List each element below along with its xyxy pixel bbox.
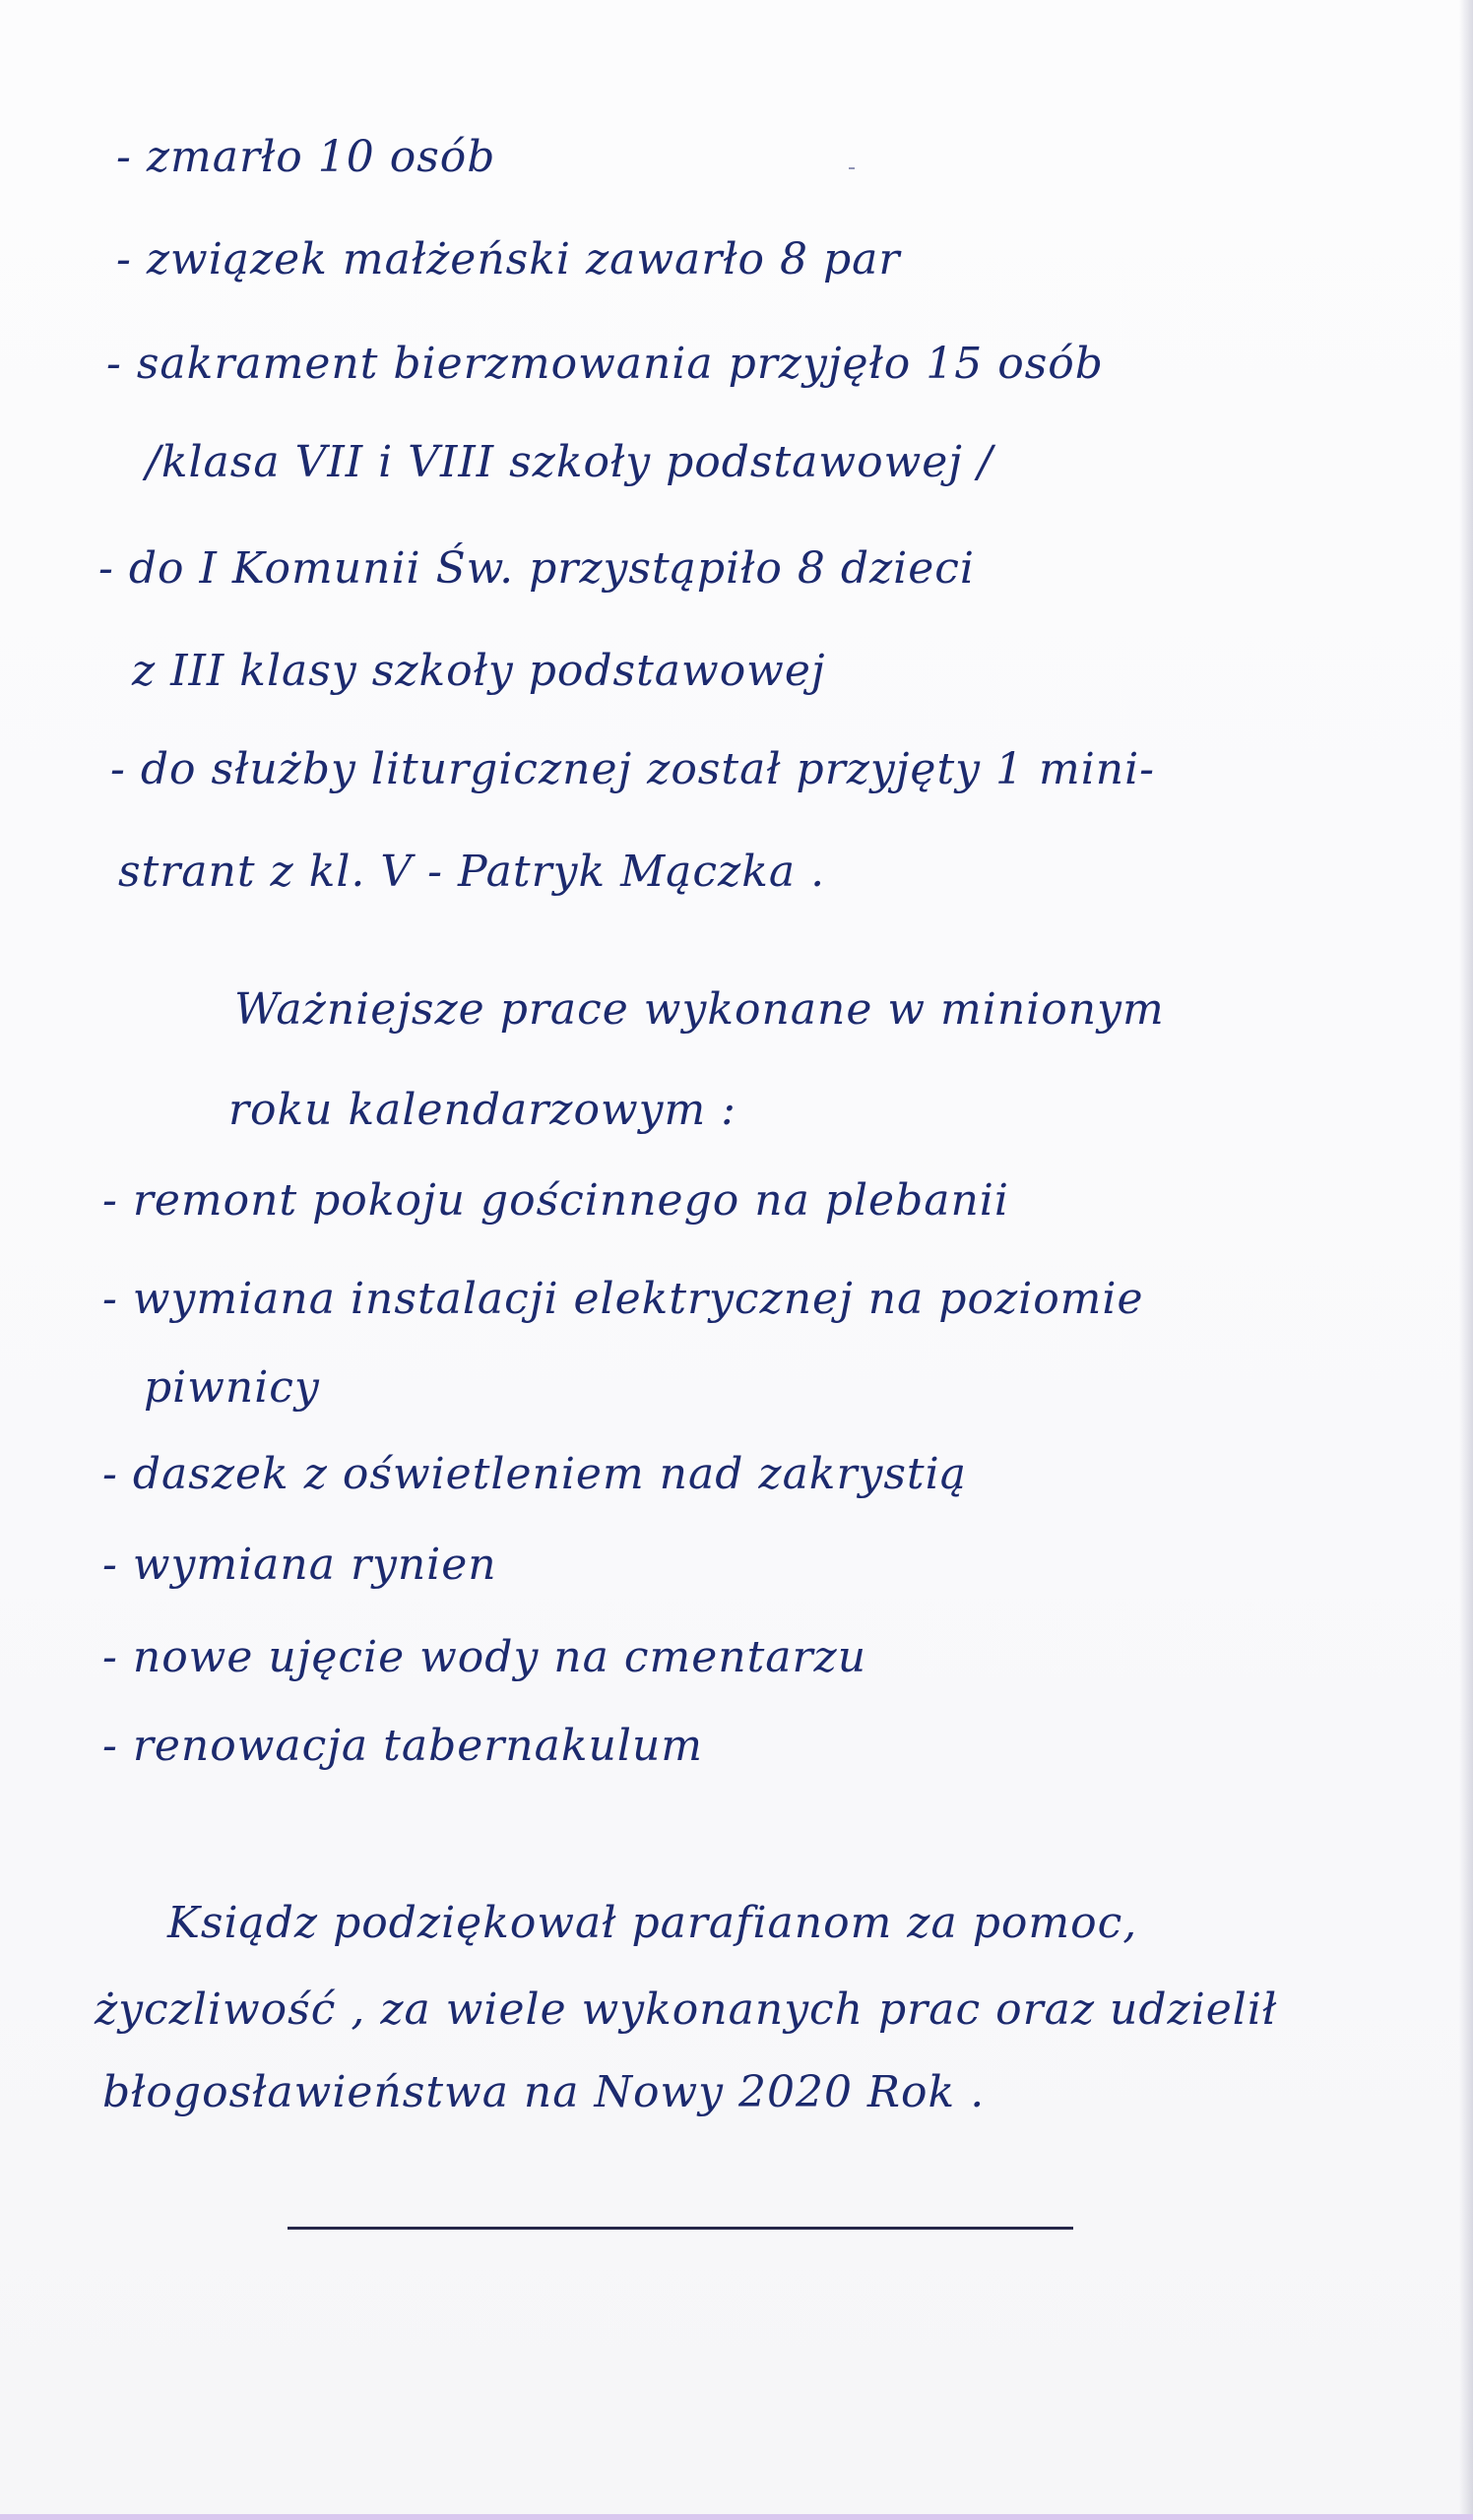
work-item-canopy: - daszek z oświetleniem nad zakrystią	[102, 1449, 967, 1499]
work-item-tabernacle: - renowacja tabernakulum	[102, 1721, 704, 1771]
closing-text-line-3: błogosławieństwa na Nowy 2020 Rok .	[102, 2067, 986, 2117]
text-line-altar-server-name: strant z kl. V - Patryk Mączka .	[118, 847, 826, 897]
stray-mark	[849, 167, 855, 169]
closing-text-line-1: Ksiądz podziękował parafianom za pomoc,	[167, 1898, 1138, 1948]
text-line-communion-class: z III klasy szkoły podstawowej	[132, 646, 826, 696]
page-bottom-edge	[0, 2514, 1473, 2520]
text-line-marriages: - związek małżeński zawarło 8 par	[116, 234, 901, 284]
work-item-electrical: - wymiana instalacji elektrycznej na poziomie	[102, 1274, 1144, 1324]
work-item-electrical-cont: piwnicy	[144, 1362, 320, 1413]
text-line-altar-server: - do służby liturgicznej został przyjęty 1 mini-	[110, 744, 1156, 794]
work-item-water-intake: - nowe ujęcie wody na cmentarzu	[102, 1632, 867, 1682]
closing-text-line-2: życzliwość , za wiele wykonanych prac oraz udzielił	[95, 1984, 1278, 2035]
section-heading-works-cont: roku kalendarzowym :	[228, 1085, 737, 1135]
section-heading-works: Ważniejsze prace wykonane w minionym	[234, 984, 1165, 1035]
text-line-deaths: - zmarło 10 osób	[116, 132, 496, 182]
text-line-confirmation-classes: /klasa VII i VIII szkoły podstawowej /	[146, 437, 993, 487]
page-edge-shadow	[1459, 0, 1473, 2520]
text-line-confirmation: - sakrament bierzmowania przyjęło 15 osób	[106, 339, 1104, 389]
text-line-first-communion: - do I Komunii Św. przystąpiło 8 dzieci	[98, 543, 975, 594]
work-item-guest-room: - remont pokoju gościnnego na plebanii	[102, 1175, 1009, 1226]
work-item-gutters: - wymiana rynien	[102, 1540, 497, 1590]
closing-divider-line	[288, 2227, 1073, 2230]
